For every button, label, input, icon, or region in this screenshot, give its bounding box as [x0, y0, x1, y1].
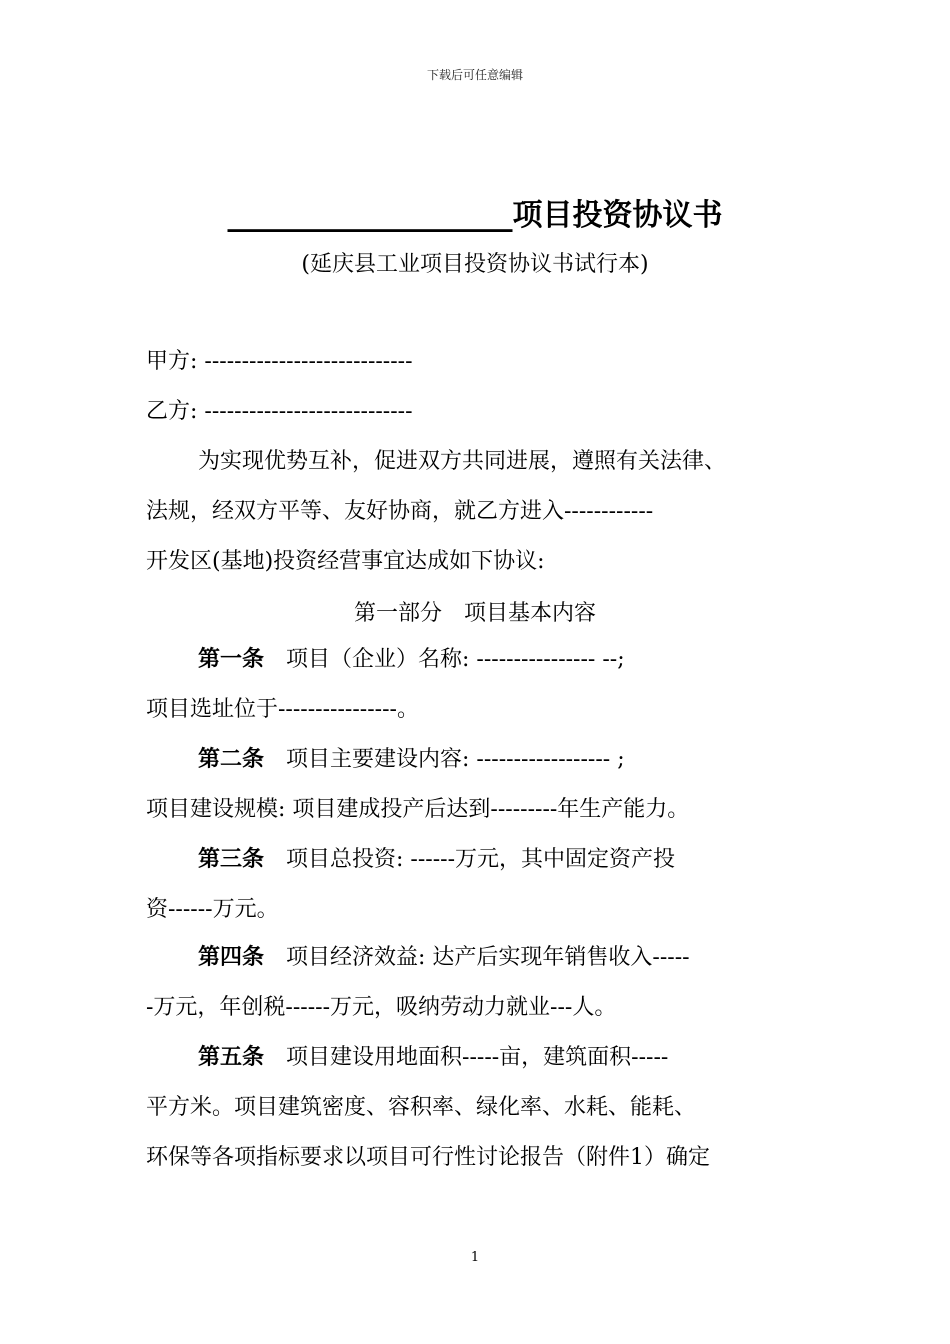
party-a-line: 甲方: ---------------------------- — [146, 349, 413, 374]
document-title: ___________________项目投资协议书 — [227, 198, 723, 233]
article-1-line-2: 项目选址位于----------------。 — [146, 697, 419, 722]
article-label: 第二条 — [198, 747, 265, 772]
article-text: 项目总投资: ------万元，其中固定资产投 — [286, 847, 676, 872]
part-heading: 第一部分 项目基本内容 — [353, 601, 596, 626]
article-label: 第一条 — [198, 647, 265, 672]
preamble-line-2: 法规，经双方平等、友好协商，就乙方进入------------ — [146, 499, 654, 524]
preamble-line-3: 开发区(基地)投资经营事宜达成如下协议: — [146, 549, 545, 574]
article-5-line-3: 环保等各项指标要求以项目可行性讨论报告（附件1）确定 — [146, 1145, 710, 1170]
article-label: 第五条 — [198, 1045, 265, 1070]
preamble-line-1: 为实现优势互补，促进双方共同进展，遵照有关法律、 — [198, 449, 727, 474]
article-5 — [198, 1044, 668, 1072]
article-1 — [198, 646, 625, 674]
document-subtitle: (延庆县工业项目投资协议书试行本) — [301, 252, 649, 277]
article-2 — [198, 746, 625, 774]
header-note: 下载后可任意编辑 — [426, 68, 523, 82]
article-4-line-2: -万元，年创税------万元，吸纳劳动力就业---人。 — [146, 995, 617, 1020]
party-b-line: 乙方: ---------------------------- — [146, 399, 413, 424]
page-number: 1 — [470, 1250, 480, 1265]
article-2-line-2: 项目建设规模: 项目建成投产后达到---------年生产能力。 — [146, 797, 690, 822]
article-label: 第四条 — [198, 945, 265, 970]
article-text: 项目主要建设内容: ------------------ ; — [286, 747, 625, 772]
article-label: 第三条 — [198, 847, 265, 872]
article-text: 项目经济效益: 达产后实现年销售收入----- — [286, 945, 690, 970]
article-text: 项目建设用地面积-----亩，建筑面积----- — [286, 1045, 669, 1070]
article-3 — [198, 846, 675, 874]
article-3-line-2: 资------万元。 — [146, 897, 279, 922]
article-5-line-2: 平方米。项目建筑密度、容积率、绿化率、水耗、能耗、 — [146, 1095, 697, 1120]
article-text: 项目（企业）名称: ---------------- --; — [286, 647, 625, 672]
article-4 — [198, 944, 690, 972]
